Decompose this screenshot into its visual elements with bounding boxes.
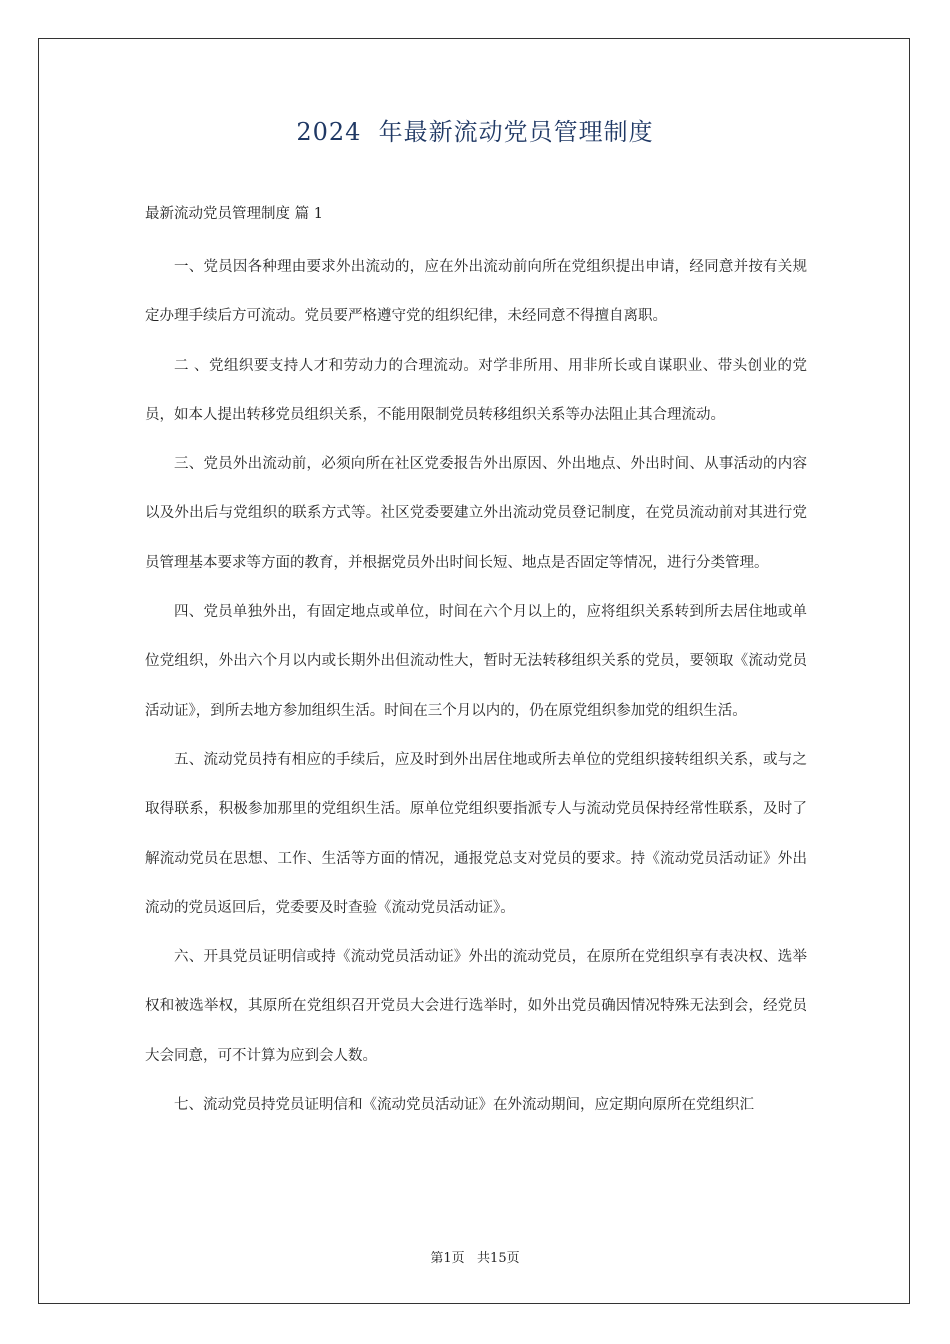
document-body — [145, 194, 807, 1130]
document-title: 2024 年最新流动党员管理制度 — [296, 118, 654, 146]
paragraph-2: 二 、党组织要支持人才和劳动力的合理流动。对学非所用、用非所长或自谋职业、带头创业的党员，如本人提出转移党员组织关系，不能用限制党员转移组织关系等办法阻止其合理流动。 — [145, 357, 807, 423]
paragraph-4: 四、党员单独外出，有固定地点或单位，时间在六个月以上的，应将组织关系转到所去居住地或单位党组织，外出六个月以内或长期外出但流动性大，暂时无法转移组织关系的党员，要领取《流动党员活动证》，到所去地方参加组织生活。时间在三个月以内的，仍在原党组织参加党的组织生活。 — [145, 604, 807, 719]
section-subtitle: 最新流动党员管理制度 篇 1 — [145, 206, 323, 222]
paragraph-3: 三、党员外出流动前，必须向所在社区党委报告外出原因、外出地点、外出时间、从事活动的内容以及外出后与党组织的联系方式等。社区党委要建立外出流动党员登记制度，在党员流动前对其进行党员管理基本要求等方面的教育，并根据党员外出时间长短、地点是否固定等情况，进行分类管理。 — [145, 456, 807, 571]
paragraph-5: 五、流动党员持有相应的手续后，应及时到外出居住地或所去单位的党组织接转组织关系，或与之取得联系，积极参加那里的党组织生活。原单位党组织要指派专人与流动党员保持经常性联系，及时了解流动党员在思想、工作、生活等方面的情况，通报党总支对党员的要求。持《流动党员活动证》外出流动的党员返回后，党委要及时查验《流动党员活动证》。 — [145, 751, 807, 916]
paragraph-7: 七、流动党员持党员证明信和《流动党员活动证》在外流动期间，应定期向原所在党组织汇 — [174, 1097, 754, 1114]
paragraph-1: 一、党员因各种理由要求外出流动的，应在外出流动前向所在党组织提出申请，经同意并按有关规定办理手续后方可流动。党员要严格遵守党的组织纪律，未经同意不得擅自离职。 — [145, 259, 807, 325]
page-footer: 第1页 共15页 — [430, 1251, 520, 1266]
paragraph-6: 六、开具党员证明信或持《流动党员活动证》外出的流动党员，在原所在党组织享有表决权、选举权和被选举权，其原所在党组织召开党员大会进行选举时，如外出党员确因情况特殊无法到会，经党员大会同意，可不计算为应到会人数。 — [145, 949, 807, 1064]
